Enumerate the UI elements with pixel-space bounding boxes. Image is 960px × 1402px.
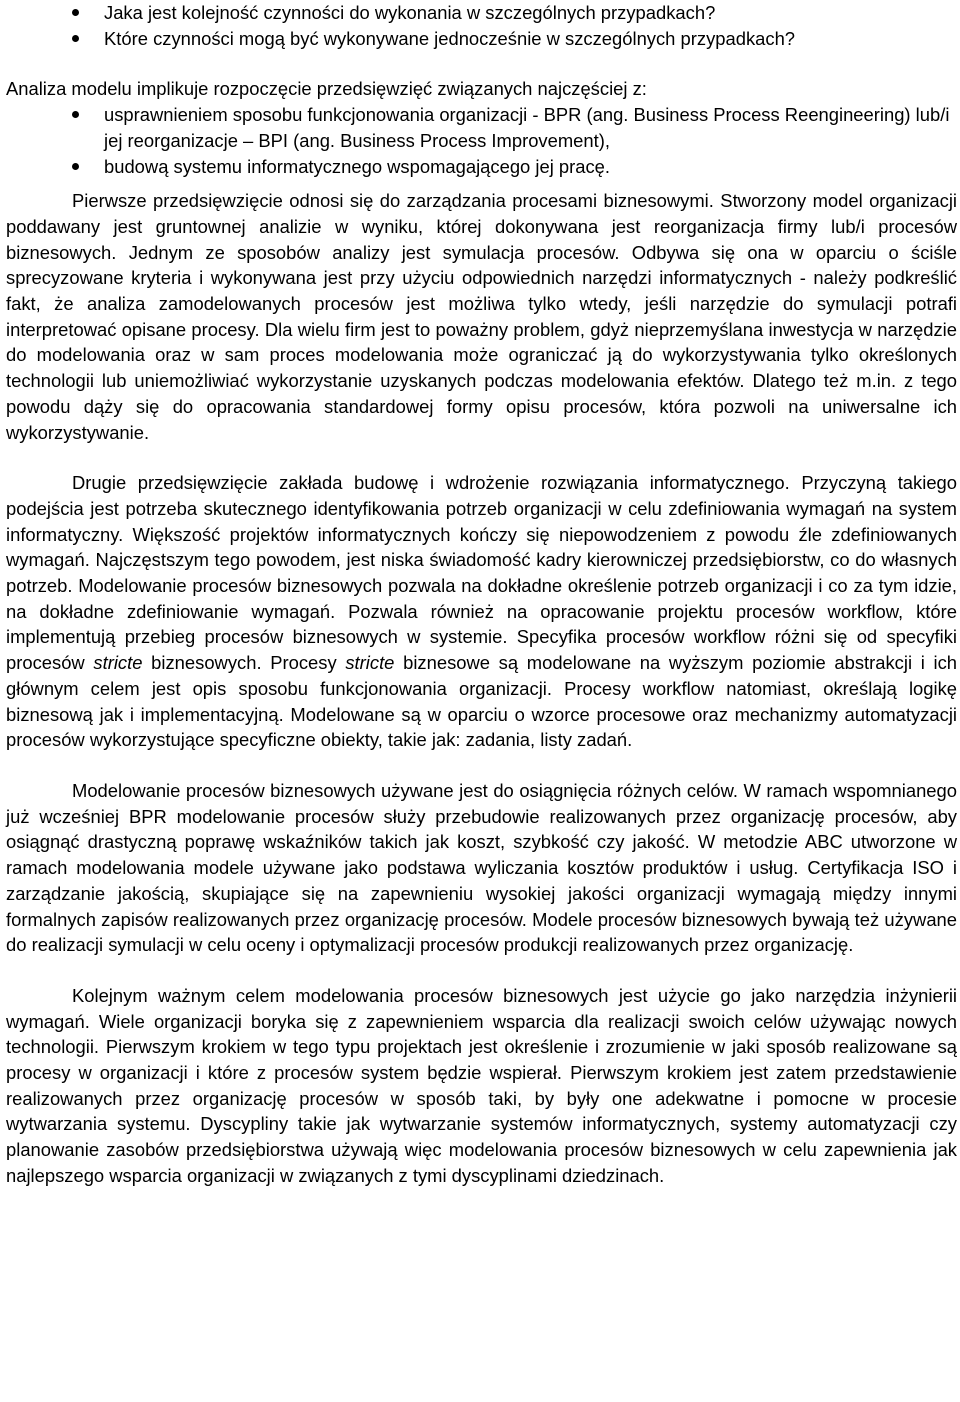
paragraph-2-text-b: biznesowych. Procesy [151, 652, 337, 674]
paragraph-2 [6, 470, 957, 753]
paragraph-1: Pierwsze przedsięwzięcie odnosi się do zarządzania procesami biznesowymi. Stworzony model organizacji poddawany jest gruntownej analizie w wyniku, której dokonywana jest reorganizacja firmy lub/i procesów biznesowych. Jednym ze sposobów analizy jest symulacja procesów. Odbywa się ona w oparciu o ściśle sprecyzowane kryteria i wykonywana jest przy użyciu odpowiednich narzędzi informatycznych - należy podkreślić fakt, że analiza zamodelowanych procesów jest możliwa tylko wtedy, jeśli narzędzie do symulacji potrafi interpretować opisane procesy. Dla wielu firm jest to poważny problem, gdyż nieprzemyślana inwestycja w narzędzie do modelowania oraz w sam proces modelowania może ograniczać ją do wykorzystywania tylko określonych technologii lub uniemożliwiać wykorzystanie uzyskanych podczas modelowania efektów. Dlatego też m.in. z tego powodu dąży się do opracowania standardowej formy opisu procesów, która pozwoli na uniwersalne ich wykorzystywanie. [6, 190, 957, 443]
paragraph-2-text-c: biznesowe są modelowane na wyższym poziomie abstrakcji i ich głównym celem jest opis sposobu funkcjonowania organizacji. Procesy workflow natomiast, określają logikę biznesową jak i implementacyjną. Modelowane są w oparciu o wzorce procesowe oraz mechanizmy automatyzacji procesów wykorzystujące specyficzne obiekty, takie jak: zadania, listy zadań. [6, 652, 957, 751]
undertaking-text: budową systemu informatycznego wspomagającego jej pracę. [104, 155, 611, 177]
bullet-icon [72, 35, 79, 42]
list-item [6, 102, 957, 153]
list-item [6, 154, 957, 180]
bullet-icon [72, 111, 79, 118]
paragraph-2-emphasis-2: stricte [345, 652, 395, 674]
bullet-icon [72, 9, 79, 16]
list-item [6, 0, 957, 26]
undertaking-text: usprawnieniem sposobu funkcjonowania organizacji - BPR (ang. Business Process Reengineering) lub/i jej reorganizacje – BPI (ang. Business Process Improvement), [104, 104, 950, 151]
lead-sentence: Analiza modelu implikuje rozpoczęcie przedsięwzięć związanych najczęściej z: [6, 78, 647, 100]
paragraph-3: Modelowanie procesów biznesowych używane jest do osiągnięcia różnych celów. W ramach wspomnianego już wcześniej BPR modelowanie procesów służy przebudowie realizowanych przez organizację procesów, aby osiągnąć drastyczną poprawę wskaźników takich jak koszt, szybkość czy jakość. W metodzie ABC utworzone w ramach modelowania modele używane jako podstawa wyliczania kosztów produktów i usług. Certyfikacja ISO i zarządzanie jakością, skupiające się na zapewnieniu wysokiej jakości organizacji wymagają między innymi formalnych zapisów realizowanych przez organizację procesów. Modele procesów biznesowych bywają też używane do realizacji symulacji w celu oceny i optymalizacji procesów produkcji realizowanych przez organizację. [6, 779, 957, 956]
list-item [6, 26, 957, 52]
paragraph-4: Kolejnym ważnym celem modelowania procesów biznesowych jest użycie go jako narzędzia inżynierii wymagań. Wiele organizacji boryka się z zapewnieniem wsparcia dla realizacji swoich celów używając nowych technologii. Pierwszym krokiem w tego typu projektach jest określenie i zrozumienie w jaki sposób realizowane są procesy w organizacji i które z procesów system będzie wspierał. Pierwszym krokiem jest zatem przedstawienie realizowanych przez organizację procesów w sposób taki, by były one adekwatne i pomocne w procesie wytwarzania systemu. Dyscypliny takie jak wytwarzanie systemów informatycznych, systemy automatyzacji czy planowanie zasobów przedsiębiorstwa używają więc modelowania procesów biznesowych w celu zapewnienia jak najlepszego wsparcia organizacji w związanych z tymi dyscyplinami dziedzinach. [6, 984, 957, 1186]
question-text: Które czynności mogą być wykonywane jednocześnie w szczególnych przypadkach? [104, 27, 796, 49]
undertakings-list [6, 102, 957, 179]
paragraph-2-text-a: Drugie przedsięwzięcie zakłada budowę i wdrożenie rozwiązania informatycznego. Przyczyną takiego podejścia jest potrzeba skutecznego identyfikowania potrzeb organizacji w celu zdefiniowania wymagań na system informatyczny. Większość projektów informatycznych kończy się niepowodzeniem z powodu źle zdefiniowanych wymagań. Najczęstszym tego powodem, jest niska świadomość kadry kierowniczej przedsiębiorstw, co do własnych potrzeb. Modelowanie procesów biznesowych pozwala na dokładne określenie potrzeb organizacji i co za tym idzie, na dokładne zdefiniowanie wymagań. Pozwala również na opracowanie projektu procesów workflow, które implementują przebieg procesów biznesowych w systemie. Specyfika procesów workflow różni się od specyfiki procesów [6, 472, 957, 674]
paragraph-2-emphasis-1: stricte [93, 652, 143, 674]
bullet-icon [72, 163, 79, 170]
question-text: Jaka jest kolejność czynności do wykonania w szczególnych przypadkach? [104, 2, 716, 23]
questions-list [6, 0, 957, 51]
document-page [6, 0, 957, 1189]
